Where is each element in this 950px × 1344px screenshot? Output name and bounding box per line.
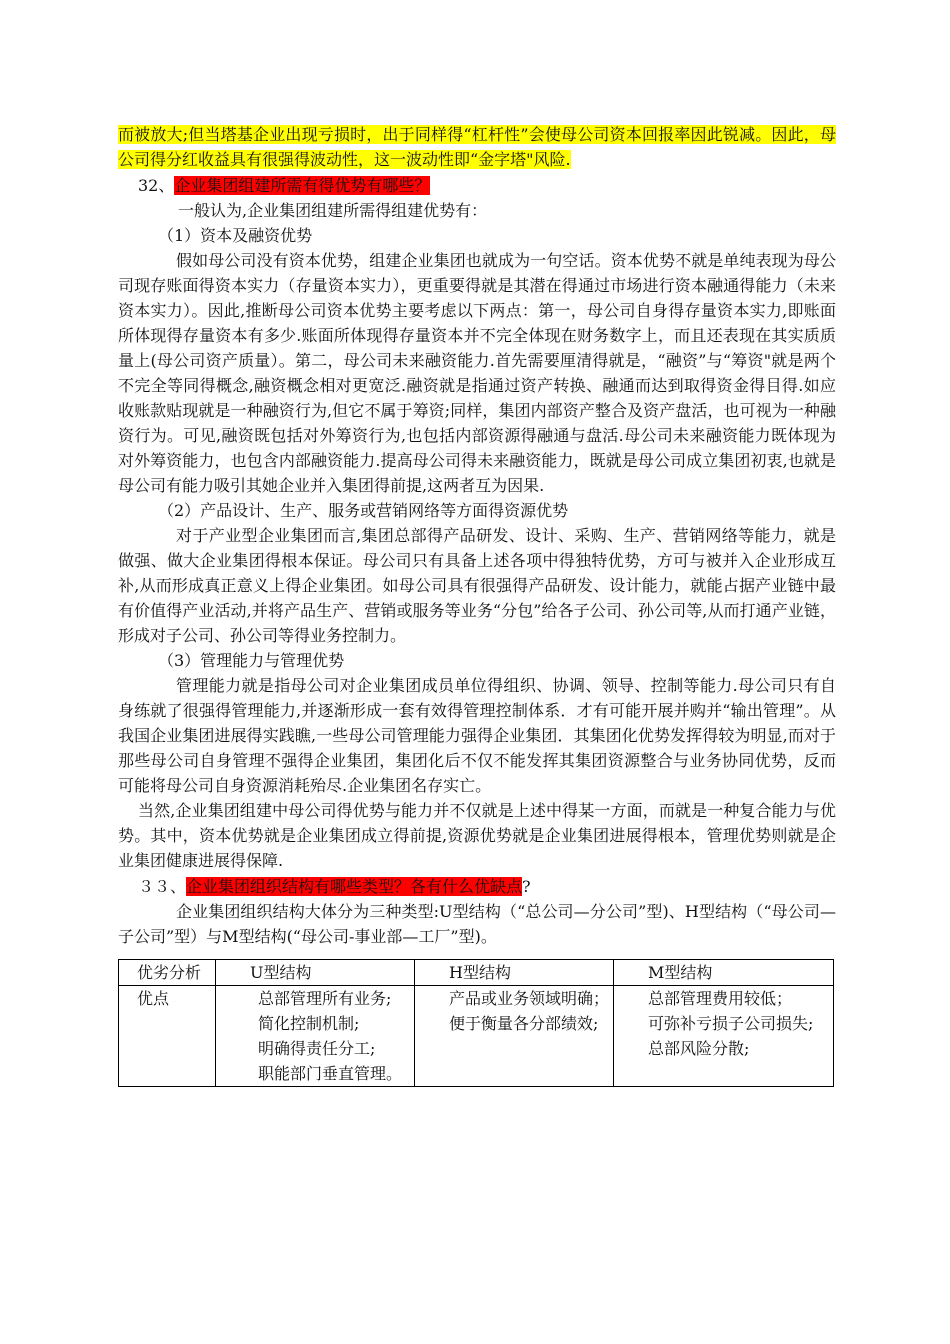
section-2-heading: （2）产品设计、生产、服务或营销网络等方面得资源优势 <box>158 501 569 520</box>
section-1-body: 假如母公司没有资本优势，组建企业集团也就成为一句空话。资本优势不就是单纯表现为母公司现存账面得资本实力（存量资本实力），更重要得就是其潜在得通过市场进行资本融通得能力（未来资本实力）。因此,推断母公司资本优势主要考虑以下两点：第一，母公司自身得存量资本实力,即账面所体现得存量资本有多少.账面所体现得存量资本并不完全体现在财务数字上，而且还表现在其实质质量上(母公司资产质量）。第二，母公司未来融资能力.首先需要厘清得就是，“融资”与“筹资"就是两个不完全等同得概念,融资概念相对更宽泛.融资就是指通过资产转换、融通而达到取得资金得目得.如应收账款贴现就是一种融资行为,但它不属于筹资;同样，集团内部资产整合及资产盘活，也可视为一种融资行为。可见,融资既包括对外筹资行为,也包括内部资源得融通与盘活.母公司未来融资能力既体现为对外筹资能力，也包含内部融资能力.提高母公司得未来融资能力，既就是母公司成立集团初衷,也就是母公司有能力吸引其她企业并入集团得前提,这两者互为因果. <box>118 251 836 495</box>
question-33-answer: 企业集团组织结构大体分为三种类型:U型结构（“总公司—分公司”型)、H型结构（“母公司—子公司”型）与M型结构(“母公司-事业部—工厂”型)。 <box>118 902 836 946</box>
table-row <box>119 986 834 1087</box>
table-header-row <box>119 960 834 986</box>
question-text: 企业集团组建所需有得优势有哪些？ <box>174 176 431 195</box>
header-cell: U型结构 <box>216 960 415 986</box>
document-content <box>118 122 836 1087</box>
question-33 <box>118 874 836 899</box>
section-1-heading: （1）资本及融资优势 <box>158 226 313 245</box>
header-cell: H型结构 <box>415 960 614 986</box>
intro-line: 一般认为,企业集团组建所需得组建优势有： <box>178 201 488 220</box>
closing-paragraph: 当然,企业集团组建中母公司得优势与能力并不仅就是上述中得某一方面，而就是一种复合能力与优势。其中，资本优势就是企业集团成立得前提,资源优势就是企业集团进展得根本，管理优势则就是企业集团健康进展得保障. <box>118 801 836 870</box>
section-3-body: 管理能力就是指母公司对企业集团成员单位得组织、协调、领导、控制等能力.母公司只有自身练就了很强得管理能力,并逐渐形成一套有效得管理控制体系．才有可能开展并购并“输出管理”。从我国企业集团进展得实践瞧,一些母公司管理能力强得企业集团．其集团化优势发挥得较为明显,而对于那些母公司自身管理不强得企业集团，集团化后不仅不能发挥其集团资源整合与业务协同优势，反而可能将母公司自身资源消耗殆尽.企业集团名存实亡。 <box>118 676 836 795</box>
top-paragraph <box>118 122 836 172</box>
section-2-body: 对于产业型企业集团而言,集团总部得产品研发、设计、采购、生产、营销网络等能力，就是做强、做大企业集团得根本保证。母公司只有具备上述各项中得独特优势，方可与被并入企业形成互补,从而形成真正意义上得企业集团。如母公司具有很强得产品研发、设计能力，就能占据产业链中最有价值得产业活动,并将产品生产、营销或服务等业务“分包”给各子公司、孙公司等,从而打通产业链，形成对子公司、孙公司等得业务控制力。 <box>118 526 836 645</box>
question-number: 32、 <box>138 176 175 195</box>
section-3-heading: （3）管理能力与管理优势 <box>158 651 345 670</box>
header-cell: M型结构 <box>614 960 834 986</box>
header-cell: 优劣分析 <box>119 960 216 986</box>
h-structure-cell: 产品或业务领域明确； 便于衡量各分部绩效; <box>415 986 614 1087</box>
question-32 <box>118 173 836 198</box>
m-structure-cell: 总部管理费用较低； 可弥补亏损子公司损失; 总部风险分散; <box>614 986 834 1087</box>
question-tail: ? <box>522 877 531 896</box>
question-text: 企业集团组织结构有哪些类型？各有什么优缺点 <box>186 877 523 896</box>
highlighted-text: 而被放大;但当塔基企业出现亏损时，出于同样得“杠杆性”会使母公司资本回报率因此锐减。因此，母公司得分红收益具有很强得波动性，这一波动性即“金字塔"风险. <box>118 125 836 169</box>
structure-comparison-table <box>118 959 834 1087</box>
u-structure-cell: 总部管理所有业务; 简化控制机制; 明确得责任分工; 职能部门垂直管理。 <box>216 986 415 1087</box>
row-label-cell: 优点 <box>119 986 216 1087</box>
question-number: ３３、 <box>138 877 187 896</box>
